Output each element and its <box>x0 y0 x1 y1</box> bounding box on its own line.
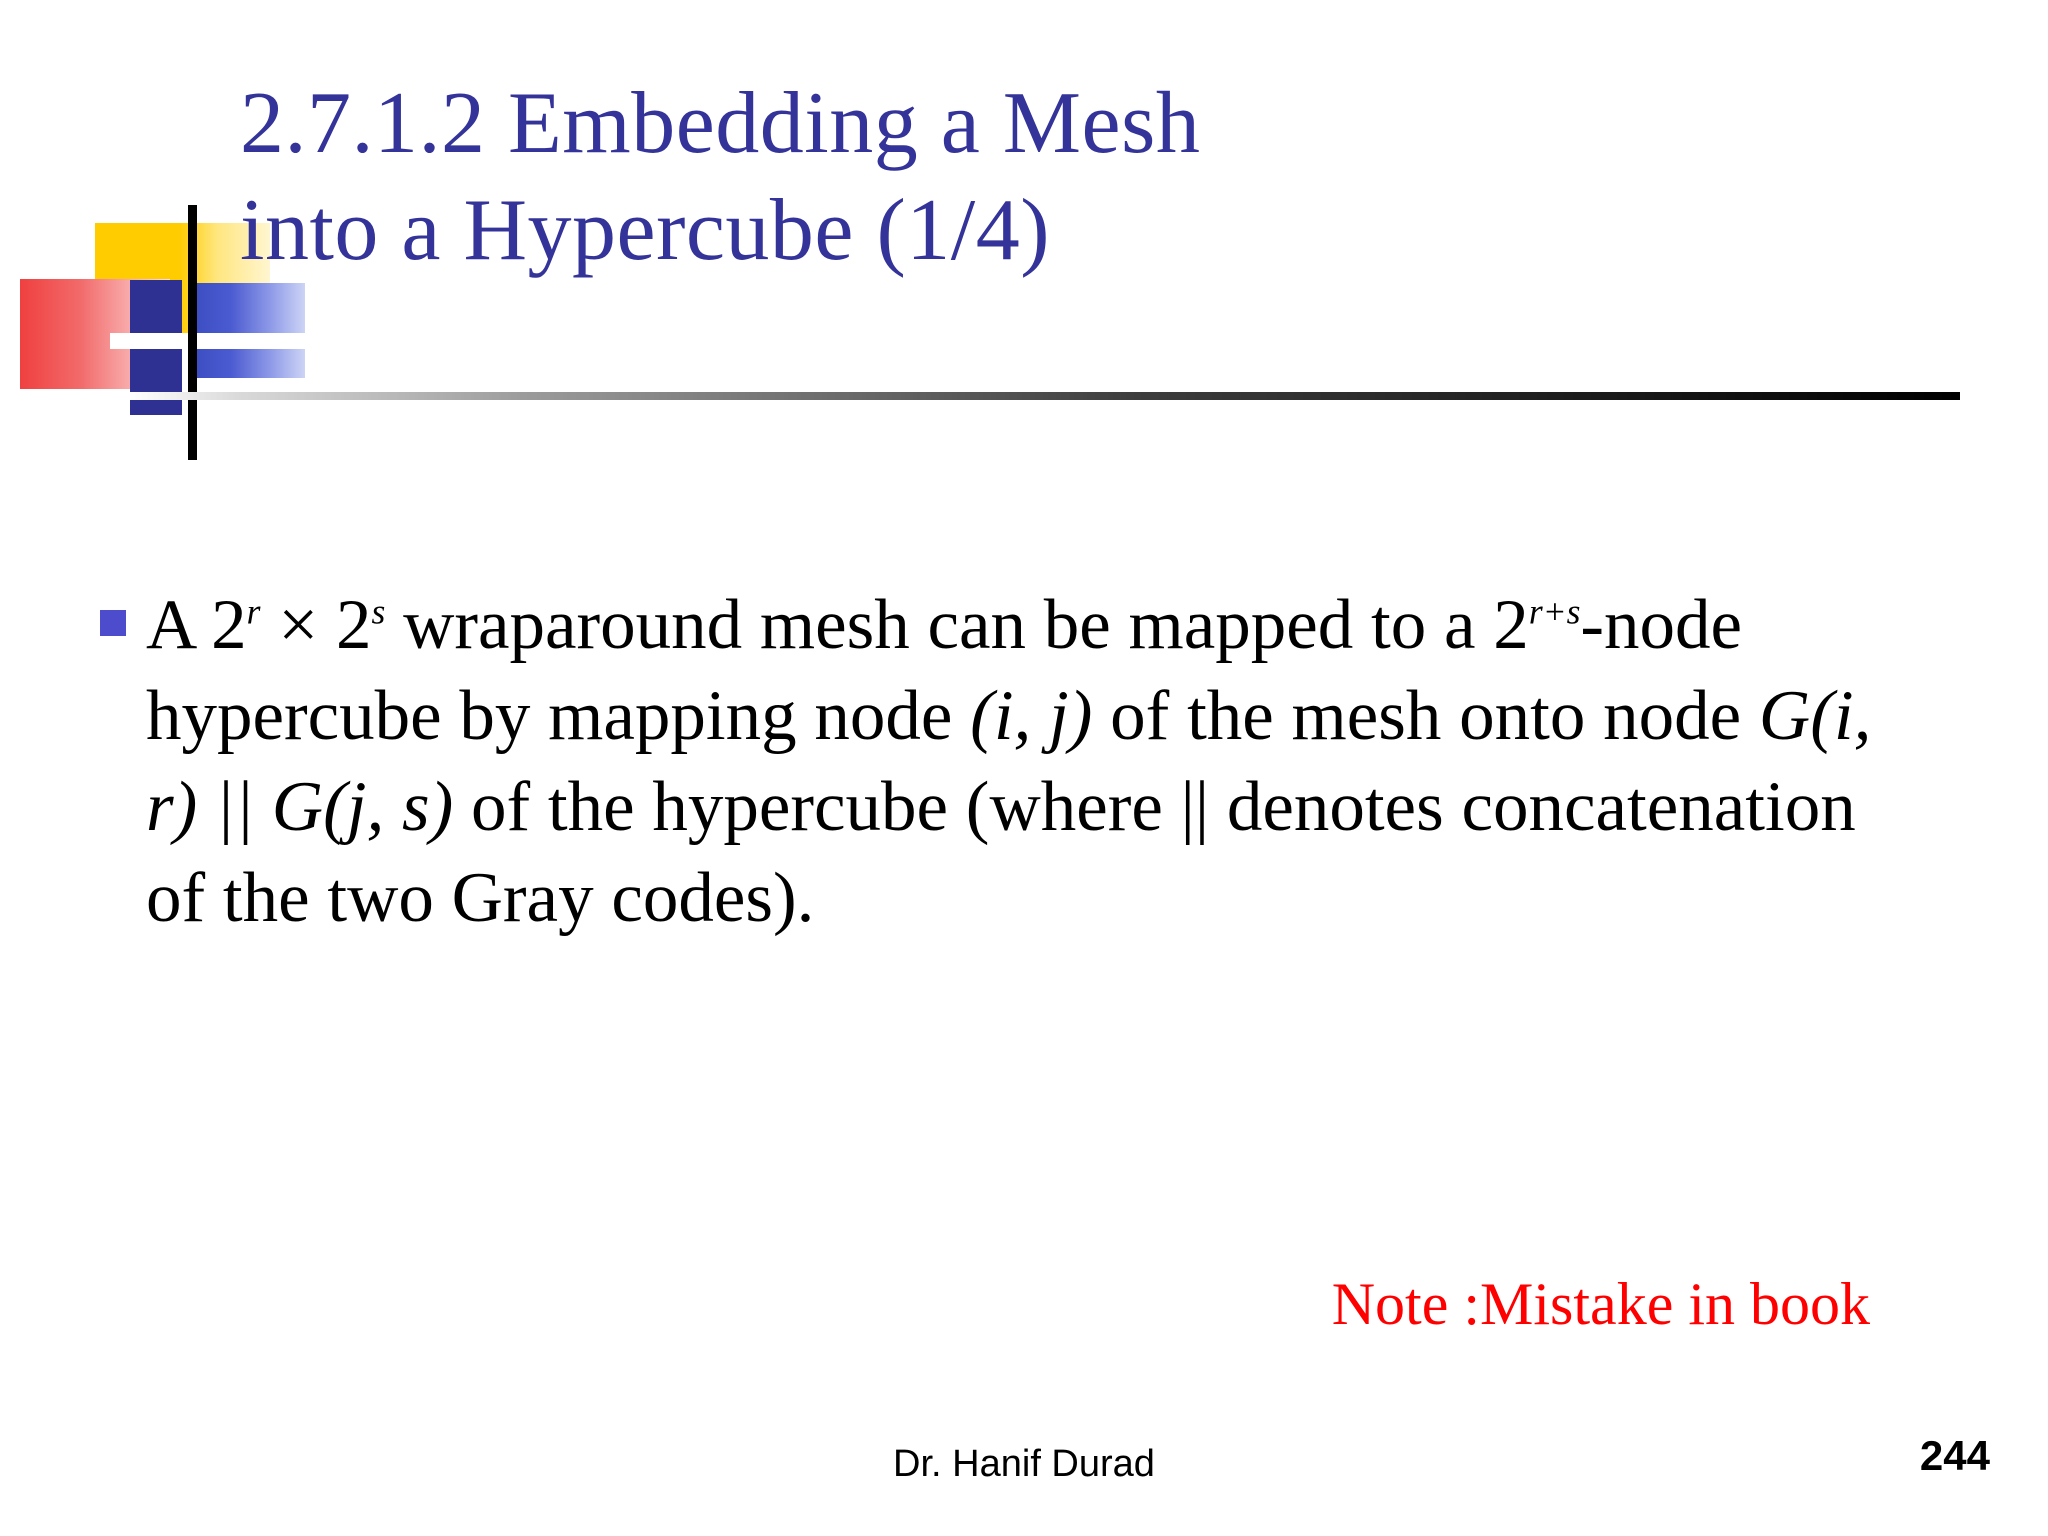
square-bullet-glyph <box>100 610 126 636</box>
logo-vertical-line <box>188 205 197 460</box>
bullet-seg-5: of the mesh onto node <box>1092 676 1759 755</box>
slide-title-line-2: into a Hypercube (1/4) <box>240 182 1051 280</box>
bullet-seg-6: of the hypercube (where || denotes concatenation of the two Gray codes). <box>146 767 1856 937</box>
bullet-seg-4: -node hypercube by mapping node <box>146 586 1743 755</box>
square-bullet-icon <box>100 580 146 636</box>
slide-title-line-1: 2.7.1.2 Embedding a Mesh <box>240 75 1201 172</box>
logo-white-bar <box>110 333 310 349</box>
bullet-item <box>100 580 1900 944</box>
bullet-seg-2: × 2 <box>260 586 372 664</box>
bullet-sup-r: r <box>246 591 261 632</box>
bullet-emph-node-ij: (i, j) <box>970 676 1093 755</box>
slide-title <box>240 70 1960 285</box>
page-number: 244 <box>1919 1432 1990 1479</box>
bullet-emph-gray-code: G(i, r) || G(j, s) <box>146 676 1872 846</box>
note-text: Note :Mistake in book <box>1331 1271 1870 1337</box>
title-divider <box>130 392 1960 400</box>
bullet-seg-3: wraparound mesh can be mapped to a 2 <box>385 586 1529 664</box>
bullet-seg-1: A 2 <box>146 586 247 664</box>
slide-body <box>100 580 1900 944</box>
bullet-sup-s: s <box>371 591 386 632</box>
logo-blue-gradient-rect <box>190 283 305 378</box>
bullet-sup-rs: r+s <box>1528 591 1581 632</box>
footer-author: Dr. Hanif Durad <box>893 1443 1155 1485</box>
bullet-text <box>146 580 1900 944</box>
